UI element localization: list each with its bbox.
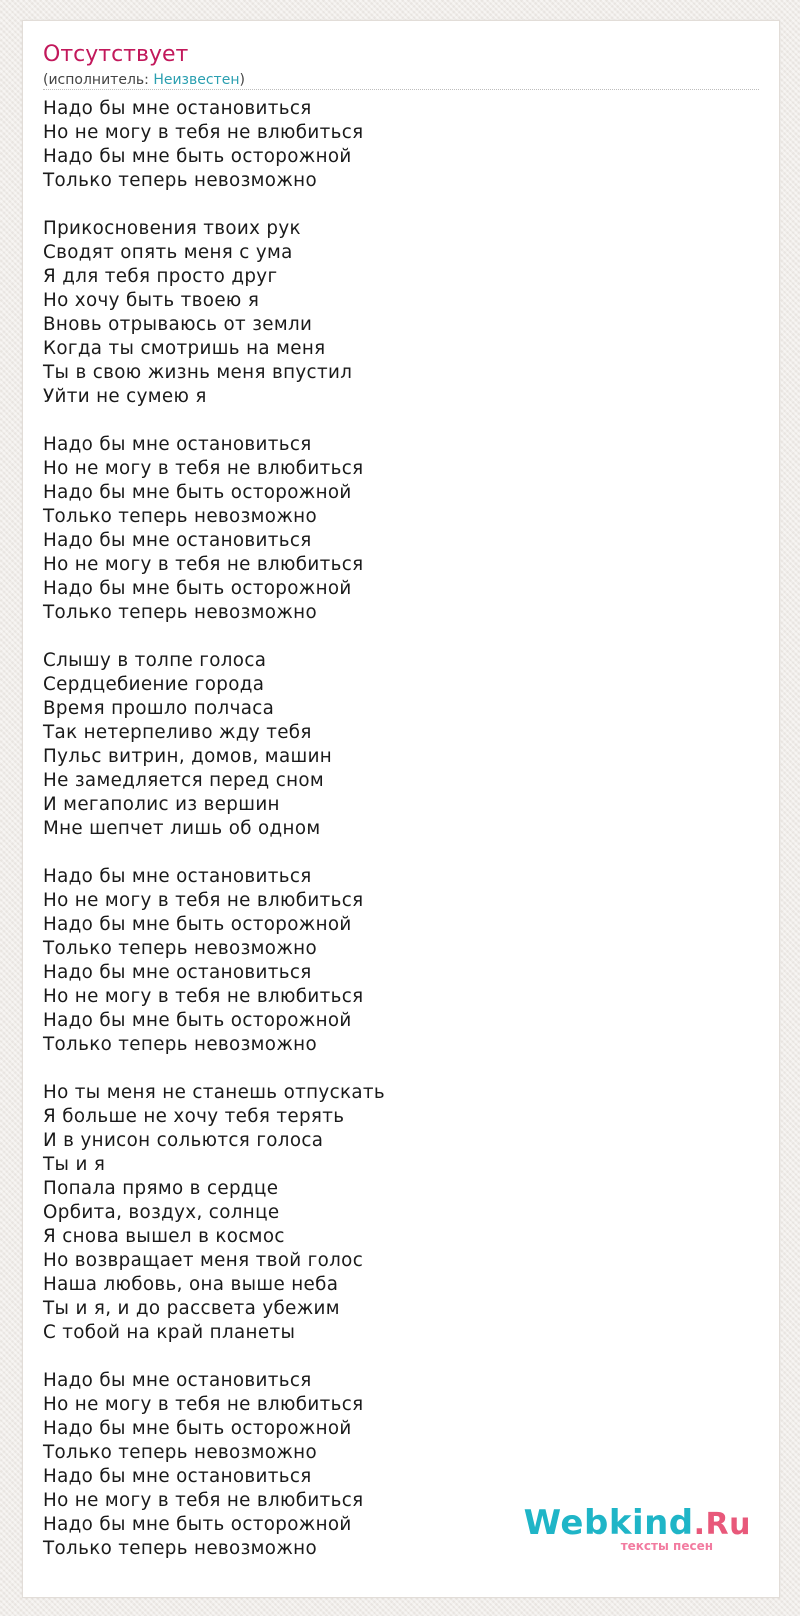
lyric-line: Надо бы мне быть осторожной [43, 1010, 352, 1031]
lyric-line: Надо бы мне быть осторожной [43, 1514, 352, 1535]
lyric-line: Ты и я, и до рассвета убежим [43, 1298, 340, 1319]
lyric-line: Но не могу в тебя не влюбиться [43, 986, 364, 1007]
lyric-line: Уйти не сумею я [43, 386, 207, 407]
lyric-line: Сердцебиение города [43, 674, 265, 695]
lyric-line: Но ты меня не станешь отпускать [43, 1082, 386, 1103]
lyric-line: Мне шепчет лишь об одном [43, 818, 321, 839]
logo-name: Webkind [523, 1503, 694, 1543]
lyric-line: Ты и я [43, 1154, 106, 1175]
logo-tagline: тексты песен [620, 1539, 713, 1553]
lyric-line: Слышу в толпе голоса [43, 650, 267, 671]
lyric-line: Наша любовь, она выше неба [43, 1274, 339, 1295]
lyric-line: Когда ты смотришь на меня [43, 338, 326, 359]
lyric-line: Только теперь невозможно [43, 170, 317, 191]
lyric-line: Сводят опять меня с ума [43, 242, 293, 263]
lyric-line: Надо бы мне быть осторожной [43, 146, 352, 167]
performer-line [43, 71, 245, 89]
lyric-line: Надо бы мне быть осторожной [43, 1418, 352, 1439]
lyric-line: Прикосновения твоих рук [43, 218, 301, 239]
logo-domain: .Ru [693, 1507, 751, 1542]
stanza [43, 865, 759, 1057]
performer-link[interactable]: Неизвестен [153, 72, 240, 88]
lyric-line: Но возвращает меня твой голос [43, 1250, 364, 1271]
lyric-line: Вновь отрываюсь от земли [43, 314, 313, 335]
stanza [43, 217, 759, 409]
lyric-line: Но не могу в тебя не влюбиться [43, 1394, 364, 1415]
lyric-line: Только теперь невозможно [43, 1442, 317, 1463]
lyric-line: Орбита, воздух, солнце [43, 1202, 280, 1223]
lyric-line: Надо бы мне быть осторожной [43, 914, 352, 935]
performer-suffix: ) [239, 72, 245, 88]
lyric-line: Время прошло полчаса [43, 698, 275, 719]
lyric-line: Я больше не хочу тебя терять [43, 1106, 345, 1127]
lyric-line: Надо бы мне остановиться [43, 962, 312, 983]
lyric-line: Ты в свою жизнь меня впустил [43, 362, 353, 383]
lyric-line: Но не могу в тебя не влюбиться [43, 122, 364, 143]
lyric-line: Но не могу в тебя не влюбиться [43, 554, 364, 575]
lyric-line: Попала прямо в сердце [43, 1178, 279, 1199]
lyric-line: Надо бы мне остановиться [43, 1370, 312, 1391]
lyric-line: Только теперь невозможно [43, 938, 317, 959]
stanza [43, 649, 759, 841]
lyric-line: Но не могу в тебя не влюбиться [43, 458, 364, 479]
stanza [43, 433, 759, 625]
lyric-line: Надо бы мне остановиться [43, 434, 312, 455]
lyric-line: Надо бы мне остановиться [43, 866, 312, 887]
lyric-line: Надо бы мне быть осторожной [43, 482, 352, 503]
lyric-line: Надо бы мне быть осторожной [43, 578, 352, 599]
song-title: Отсутствует [43, 42, 189, 67]
lyric-line: Надо бы мне остановиться [43, 1466, 312, 1487]
lyric-line: И в унисон сольются голоса [43, 1130, 324, 1151]
lyric-line: С тобой на край планеты [43, 1322, 296, 1343]
lyric-line: Только теперь невозможно [43, 1538, 317, 1559]
lyrics-card [22, 20, 780, 1598]
stanza [43, 97, 759, 193]
lyric-line: Я снова вышел в космос [43, 1226, 285, 1247]
lyric-line: Пульс витрин, домов, машин [43, 746, 333, 767]
lyric-line: И мегаполис из вершин [43, 794, 280, 815]
lyric-line: Только теперь невозможно [43, 506, 317, 527]
lyric-line: Но хочу быть твоею я [43, 290, 260, 311]
lyric-line: Только теперь невозможно [43, 1034, 317, 1055]
lyric-line: Надо бы мне остановиться [43, 98, 312, 119]
stanza [43, 1081, 759, 1345]
lyric-line: Только теперь невозможно [43, 602, 317, 623]
lyric-line: Но не могу в тебя не влюбиться [43, 890, 364, 911]
lyric-line: Я для тебя просто друг [43, 266, 278, 287]
lyric-line: Так нетерпеливо жду тебя [43, 722, 312, 743]
performer-prefix: (исполнитель: [43, 72, 154, 88]
webkind-logo[interactable] [523, 1503, 751, 1561]
lyric-line: Не замедляется перед сном [43, 770, 325, 791]
lyric-line: Надо бы мне остановиться [43, 530, 312, 551]
lyrics-text [43, 97, 759, 1585]
header-divider [43, 89, 759, 90]
lyric-line: Но не могу в тебя не влюбиться [43, 1490, 364, 1511]
